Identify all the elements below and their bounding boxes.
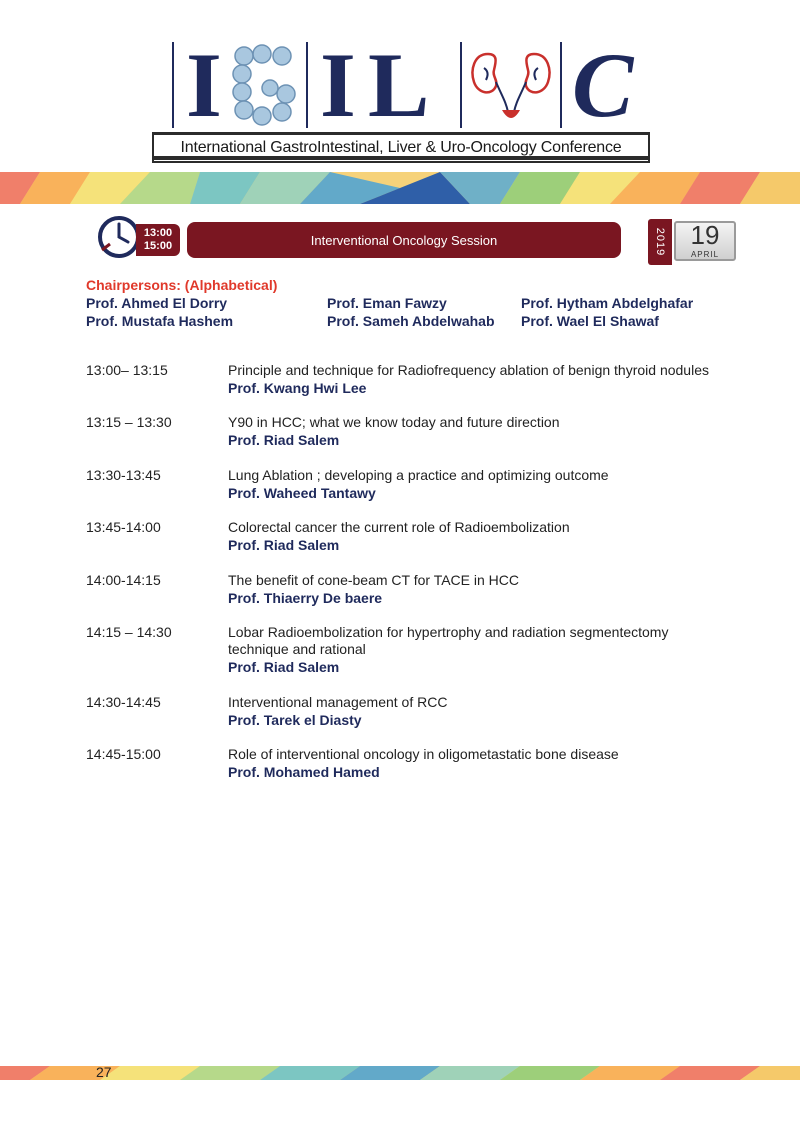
- chairperson-name: Prof. Ahmed El Dorry: [86, 295, 228, 311]
- logo-g-colon-icon: [230, 44, 302, 128]
- logo-divider: [560, 42, 562, 128]
- conference-full-name: International GastroIntestinal, Liver & Uro-Oncology Conference: [152, 132, 650, 163]
- talk-time: 14:30-14:45: [86, 694, 161, 710]
- top-decorative-band: [0, 172, 800, 204]
- talk-title: Y90 in HCC; what we know today and future direction: [228, 414, 560, 430]
- session-year: 2019: [654, 227, 666, 257]
- talk-speaker: Prof. Riad Salem: [228, 432, 340, 448]
- talk-speaker: Prof. Riad Salem: [228, 659, 340, 675]
- session-month: APRIL: [690, 250, 720, 259]
- talk-speaker: Prof. Mohamed Hamed: [228, 764, 380, 780]
- talk-time: 14:15 – 14:30: [86, 624, 172, 640]
- talk-time: 13:45-14:00: [86, 519, 161, 535]
- logo-letter-i2: I: [320, 34, 356, 136]
- talk-title: Interventional management of RCC: [228, 694, 448, 710]
- chairperson-name: Prof. Eman Fawzy: [327, 295, 447, 311]
- chairperson-name: Prof. Wael El Shawaf: [521, 313, 659, 329]
- session-start-time: 13:00: [143, 227, 173, 239]
- logo-letter-c: C: [572, 34, 634, 136]
- session-end-time: 15:00: [143, 240, 173, 252]
- talk-title: Role of interventional oncology in oligometastatic bone disease: [228, 746, 619, 762]
- talk-speaker: Prof. Kwang Hwi Lee: [228, 380, 367, 396]
- logo-divider: [172, 42, 174, 128]
- bottom-decorative-band: [0, 1066, 800, 1080]
- kidneys-icon: [466, 46, 556, 128]
- logo-letter-l: L: [368, 34, 430, 136]
- talk-speaker: Prof. Thiaerry De baere: [228, 590, 383, 606]
- conference-logo: [172, 34, 642, 136]
- chairperson-name: Prof. Sameh Abdelwahab: [327, 313, 495, 329]
- logo-divider: [306, 42, 308, 128]
- talk-title: Colorectal cancer the current role of Radioembolization: [228, 519, 570, 535]
- talk-title: Principle and technique for Radiofrequency ablation of benign thyroid nodules: [228, 362, 709, 378]
- logo-letter-i: I: [186, 34, 222, 136]
- session-title: Interventional Oncology Session: [310, 232, 498, 248]
- talk-time: 13:00– 13:15: [86, 362, 168, 378]
- page-number: 27: [96, 1064, 112, 1080]
- logo-divider: [460, 42, 462, 128]
- talk-speaker: Prof. Waheed Tantawy: [228, 485, 376, 501]
- logo-underline: [152, 156, 650, 160]
- chairperson-name: Prof. Hytham Abdelghafar: [521, 295, 694, 311]
- chairperson-name: Prof. Mustafa Hashem: [86, 313, 234, 329]
- session-title-bar: [187, 222, 621, 258]
- session-date-badge: [648, 219, 734, 265]
- talk-title: Lobar Radioembolization for hypertrophy and radiation segmentectomy technique and rational: [228, 624, 669, 657]
- talk-title: The benefit of cone-beam CT for TACE in HCC: [228, 572, 520, 588]
- chairpersons-heading: Chairpersons: (Alphabetical): [86, 277, 278, 293]
- talk-time: 13:30-13:45: [86, 467, 161, 483]
- date-year-strip: [648, 219, 672, 265]
- talk-time: 14:00-14:15: [86, 572, 161, 588]
- date-card: [674, 221, 736, 261]
- session-time-badge: [136, 224, 180, 256]
- talk-speaker: Prof. Tarek el Diasty: [228, 712, 362, 728]
- talk-time: 14:45-15:00: [86, 746, 161, 762]
- session-day: 19: [690, 220, 720, 250]
- talk-time: 13:15 – 13:30: [86, 414, 172, 430]
- talk-title: Lung Ablation ; developing a practice and optimizing outcome: [228, 467, 609, 483]
- talk-speaker: Prof. Riad Salem: [228, 537, 340, 553]
